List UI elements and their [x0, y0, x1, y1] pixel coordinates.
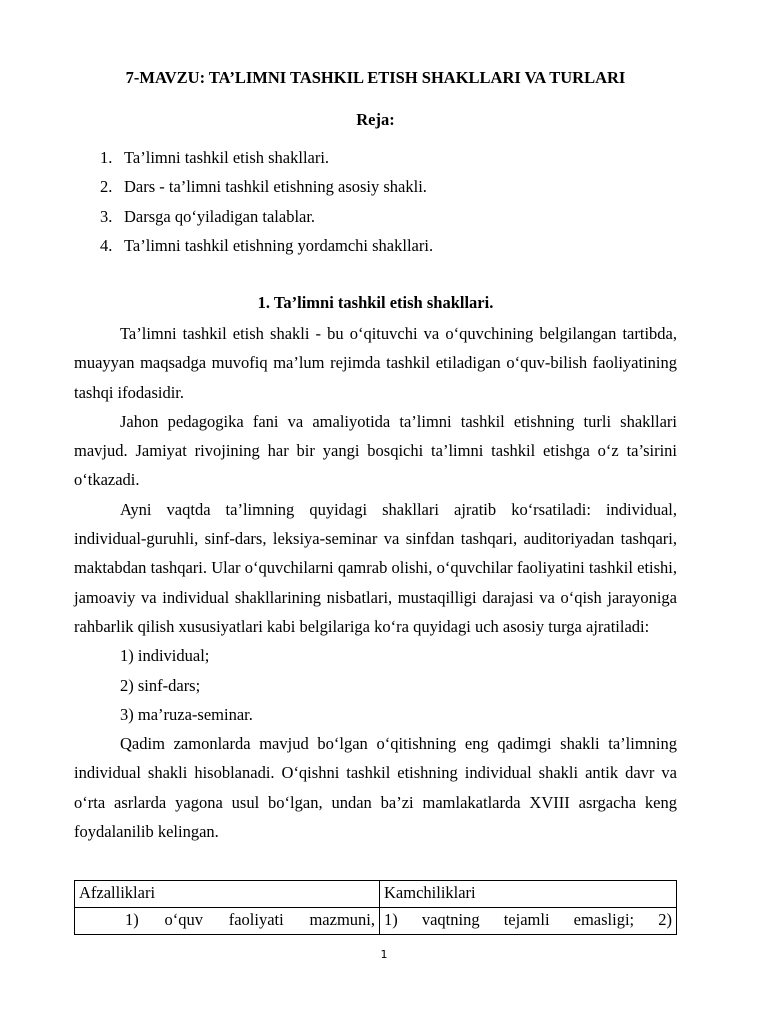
type-item: 3) ma’ruza-seminar.	[120, 704, 253, 724]
plan-item	[100, 235, 660, 264]
paragraph: Jahon pedagogika fani va amaliyotida ta’limni tashkil etishning turli shakllari mavjud. Jamiyat rivojining har bir yangi bosqichi ta’limni tashkil etishga o‘z ta’sirini o‘tkazadi.	[74, 411, 677, 490]
plan-item-text: Ta’limni tashkil etish shakllari.	[124, 148, 330, 167]
plan-item-number: 4.	[100, 235, 113, 255]
table-row	[75, 908, 677, 935]
type-item: 2) sinf-dars;	[120, 675, 201, 695]
pros-cons-table	[74, 880, 677, 935]
plan-item-number: 2.	[100, 177, 113, 197]
plan-item-text: Ta’limni tashkil etishning yordamchi shakllari.	[124, 235, 434, 255]
plan-heading: Reja:	[356, 110, 395, 129]
paragraph: Qadim zamonlarda mavjud bo‘lgan o‘qitishning eng qadimgi shakli ta’limning individual shakli hisoblanadi. O‘qishni tashkil etishning individual shakli antik davr va o‘rta asrlarda yagona usul bo‘lgan, undan ba’zi mamlakatlarda XVIII asrgacha keng foydalanilib kelingan.	[74, 734, 677, 842]
paragraph: Ta’limni tashkil etish shakli - bu o‘qituvchi va o‘quvchining belgilangan tartibda, muayyan maqsadga muvofiq ma’lum rejimda tashkil etiladigan o‘quv-bilish faoliyatining tashqi ifodasidir.	[74, 324, 677, 402]
plan-item-text: Dars - ta’limni tashkil etishning asosiy shakli.	[124, 177, 427, 197]
plan-item-number: 1.	[100, 148, 113, 167]
plan-item-number: 3.	[100, 206, 113, 226]
table-header-cell: Kamchiliklari	[380, 881, 677, 908]
topic-title: 7-MAVZU: TA’LIMNI TASHKIL ETISH SHAKLLARI VA TURLARI	[125, 68, 626, 87]
plan-item	[100, 147, 660, 176]
table-header-cell: Afzalliklari	[75, 881, 380, 908]
plan-item	[100, 176, 660, 205]
table-header-row	[75, 881, 677, 908]
page-number: 1	[380, 948, 388, 961]
section-body	[74, 319, 677, 846]
table-cell: 1) vaqtning tejamli emasligi; 2)	[380, 908, 677, 935]
type-item: 1) individual;	[120, 646, 210, 666]
plan-item	[100, 206, 660, 235]
table-cell: 1) o‘quv faoliyati mazmuni,	[75, 908, 380, 935]
plan-item-text: Darsga qo‘yiladigan talablar.	[124, 206, 316, 226]
section-heading: 1. Ta’limni tashkil etish shakllari.	[257, 293, 494, 312]
plan-list	[100, 147, 660, 264]
paragraph: Ayni vaqtda ta’limning quyidagi shakllari ajratib ko‘rsatiladi: individual, individual-guruhli, sinf-dars, leksiya-seminar va sinfdan tashqari, auditoriyadan tashqari, maktabdan tashqari. Ular o‘quvchilarni qamrab olishi, o‘quvchilar faoliyatini tashkil etishi, jamoaviy va individual shakllarining nisbatlari, mustaqilligi darajasi va o‘qish jarayoniga rahbarlik qilish xususiyatlari kabi belgilariga ko‘ra quyidagi uch asosiy turga ajratiladi:	[74, 499, 677, 636]
